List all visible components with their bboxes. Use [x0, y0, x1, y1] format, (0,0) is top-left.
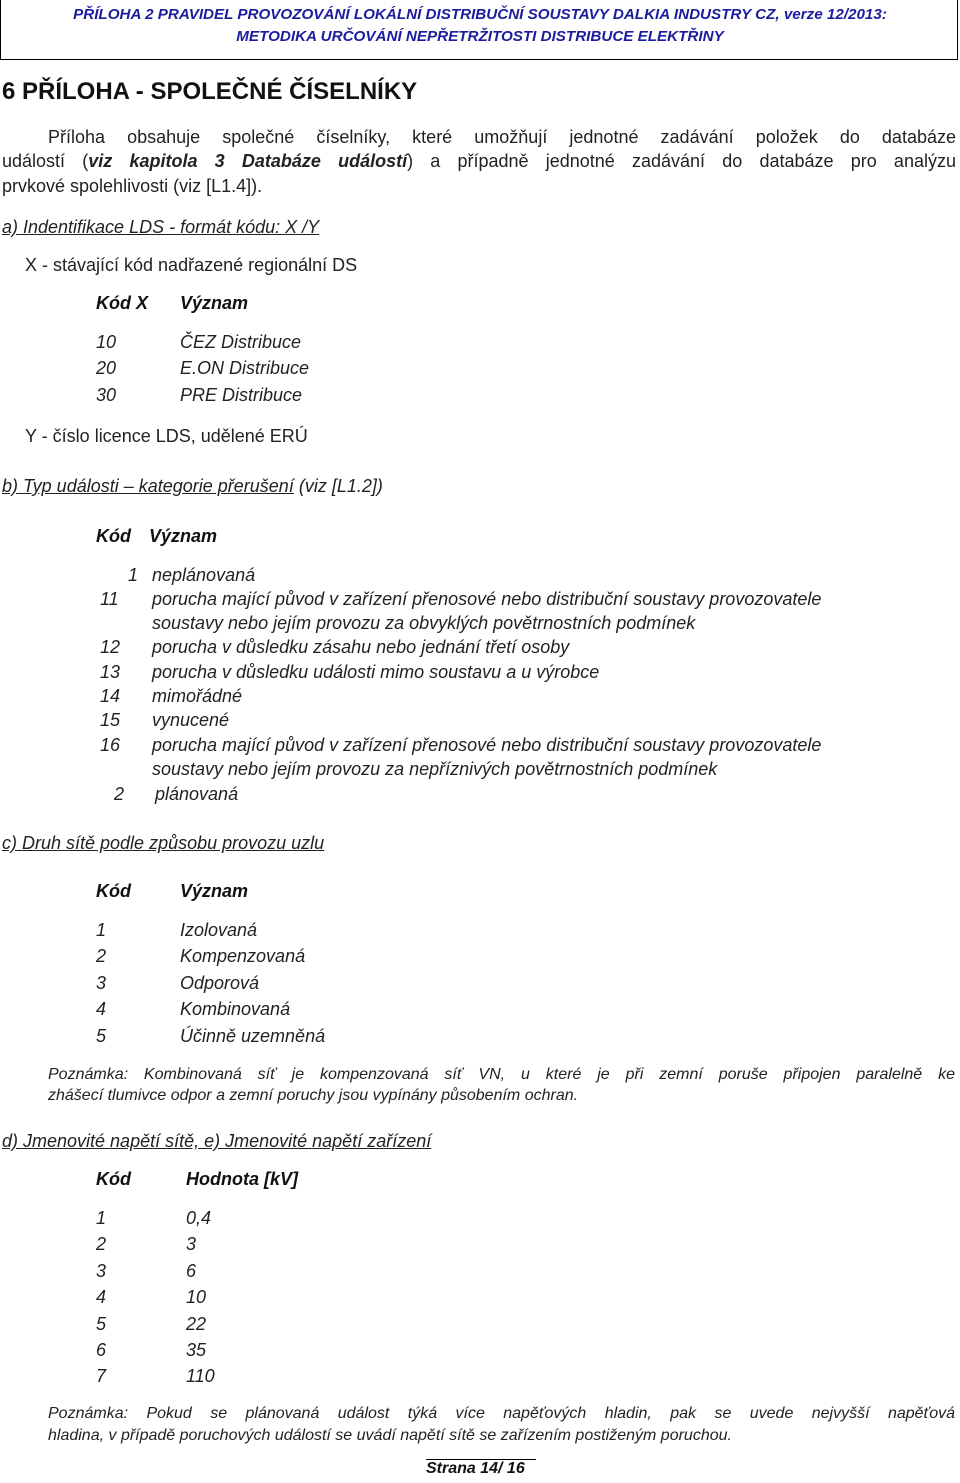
section-a-row-code: 20	[96, 358, 117, 378]
section-d-note-line-1: Poznámka: Pokud se plánovaná událost týká více napěťových hladin, pak se uvede nejvyšší napěťová	[48, 1405, 955, 1422]
section-b-row-code: 15	[100, 710, 121, 730]
section-c-row-meaning: Kombinovaná	[180, 999, 291, 1019]
section-d-col-code: Kód	[96, 1169, 131, 1189]
section-c-note-line-2: zhášecí tlumivce odpor a zemní poruchy jsou vypínány působením ochran.	[48, 1087, 579, 1104]
section-c-title: c) Druh sítě podle způsobu provozu uzlu	[2, 833, 325, 853]
section-c-row-code: 4	[96, 999, 107, 1019]
section-b-row-code: 1	[127, 565, 138, 585]
section-a-row-meaning: E.ON Distribuce	[180, 358, 310, 378]
section-d-row-value: 3	[186, 1234, 197, 1254]
page-number: Strana 14/ 16	[426, 1460, 525, 1477]
section-c-row-meaning: Účinně uzemněná	[180, 1026, 326, 1046]
section-c-row-code: 5	[96, 1026, 107, 1046]
section-b-row-code: 14	[100, 686, 121, 706]
section-b-row-meaning: porucha mající původ v zařízení přenosové nebo distribuční soustavy provozovatele	[152, 735, 822, 755]
section-d-row-code: 7	[96, 1366, 107, 1386]
header-line-2: METODIKA URČOVÁNÍ NEPŘETRŽITOSTI DISTRIBUCE ELEKTŘINY	[236, 28, 724, 45]
section-b-row-meaning: porucha v důsledku zásahu nebo jednání třetí osoby	[152, 637, 570, 657]
section-d-col-value: Hodnota [kV]	[186, 1169, 298, 1189]
section-c-row-meaning: Odporová	[180, 973, 260, 993]
section-c-row-meaning: Kompenzovaná	[180, 946, 306, 966]
section-c-note-line-1: Poznámka: Kombinovaná síť je kompenzovaná síť VN, u které je při zemní poruše připojen paralelně ke	[48, 1066, 955, 1083]
section-a-title: a) Indentifikace LDS - formát kódu: X /Y	[2, 217, 320, 237]
section-d-row-code: 3	[96, 1261, 107, 1281]
section-b-row-meaning: porucha v důsledku události mimo soustavu a u výrobce	[152, 662, 600, 682]
section-d-row-value: 0,4	[186, 1208, 212, 1228]
section-a-x-desc: X - stávající kód nadřazené regionální DS	[25, 255, 358, 275]
section-b-row-code: 13	[100, 662, 121, 682]
section-d-note-line-2: hladina, v případě poruchových událostí se uvádí napětí sítě se zařízením postiženým poruchou.	[48, 1427, 732, 1444]
section-b-row-code: 12	[100, 637, 121, 657]
section-b-row-code: 2	[114, 784, 125, 804]
section-d-row-code: 2	[96, 1234, 107, 1254]
section-d-row-value: 110	[186, 1366, 215, 1386]
section-d-title: d) Jmenovité napětí sítě, e) Jmenovité napětí zařízení	[2, 1131, 432, 1151]
section-a-row-code: 10	[96, 332, 117, 352]
section-d-row-code: 5	[96, 1314, 107, 1334]
section-c-row-code: 2	[96, 946, 107, 966]
section-b-row-meaning: porucha mající původ v zařízení přenosové nebo distribuční soustavy provozovatele	[152, 589, 822, 609]
section-c-col-code: Kód	[96, 881, 131, 901]
section-a-row-code: 30	[96, 385, 117, 405]
header-line-1: PŘÍLOHA 2 PRAVIDEL PROVOZOVÁNÍ LOKÁLNÍ DISTRIBUČNÍ SOUSTAVY DALKIA INDUSTRY CZ, verze 12/2013:	[73, 6, 887, 23]
section-d-row-value: 6	[186, 1261, 197, 1281]
section-b-row-code: 11	[100, 589, 119, 609]
section-d-row-code: 6	[96, 1340, 107, 1360]
section-a-row-meaning: ČEZ Distribuce	[180, 332, 302, 352]
section-c-row-code: 3	[96, 973, 107, 993]
section-d-row-value: 35	[186, 1340, 207, 1360]
section-d-row-code: 1	[96, 1208, 107, 1228]
section-b-row-code: 16	[100, 735, 121, 755]
section-b-row-meaning: neplánovaná	[152, 565, 256, 585]
intro-line-3: prvkové spolehlivosti (viz [L1.4]).	[2, 176, 263, 196]
section-c-row-meaning: Izolovaná	[180, 920, 258, 940]
section-d-row-value: 22	[186, 1314, 207, 1334]
section-a-row-meaning: PRE Distribuce	[180, 385, 303, 405]
intro-line-2: událostí (viz kapitola 3 Databáze událostí) a případně jednotné zadávání do databáze pro analýzu	[2, 151, 956, 171]
page-title: 6 PŘÍLOHA - SPOLEČNÉ ČÍSELNÍKY	[2, 78, 418, 105]
section-b-row-meaning-cont: soustavy nebo jejím provozu za nepříznivých povětrnostních podmínek	[152, 759, 718, 779]
section-a-y-desc: Y - číslo licence LDS, udělené ERÚ	[25, 426, 308, 446]
section-b-col-code: Kód	[96, 526, 131, 546]
section-b-col-meaning: Význam	[149, 526, 218, 546]
section-a-col-meaning: Význam	[180, 293, 249, 313]
section-b-row-meaning: plánovaná	[155, 784, 239, 804]
section-b-row-meaning-cont: soustavy nebo jejím provozu za obvyklých povětrnostních podmínek	[152, 613, 696, 633]
section-d-row-code: 4	[96, 1287, 107, 1307]
section-b-title: b) Typ události – kategorie přerušení (viz [L1.2])	[2, 476, 383, 496]
section-a-col-code: Kód X	[96, 293, 148, 313]
section-d-row-value: 10	[186, 1287, 207, 1307]
section-c-col-meaning: Význam	[180, 881, 249, 901]
section-c-row-code: 1	[96, 920, 107, 940]
section-b-row-meaning: mimořádné	[152, 686, 243, 706]
section-b-row-meaning: vynucené	[152, 710, 230, 730]
intro-line-1: Příloha obsahuje společné číselníky, které umožňují jednotné zadávání položek do databáze	[48, 127, 956, 147]
page-header	[0, 0, 958, 60]
